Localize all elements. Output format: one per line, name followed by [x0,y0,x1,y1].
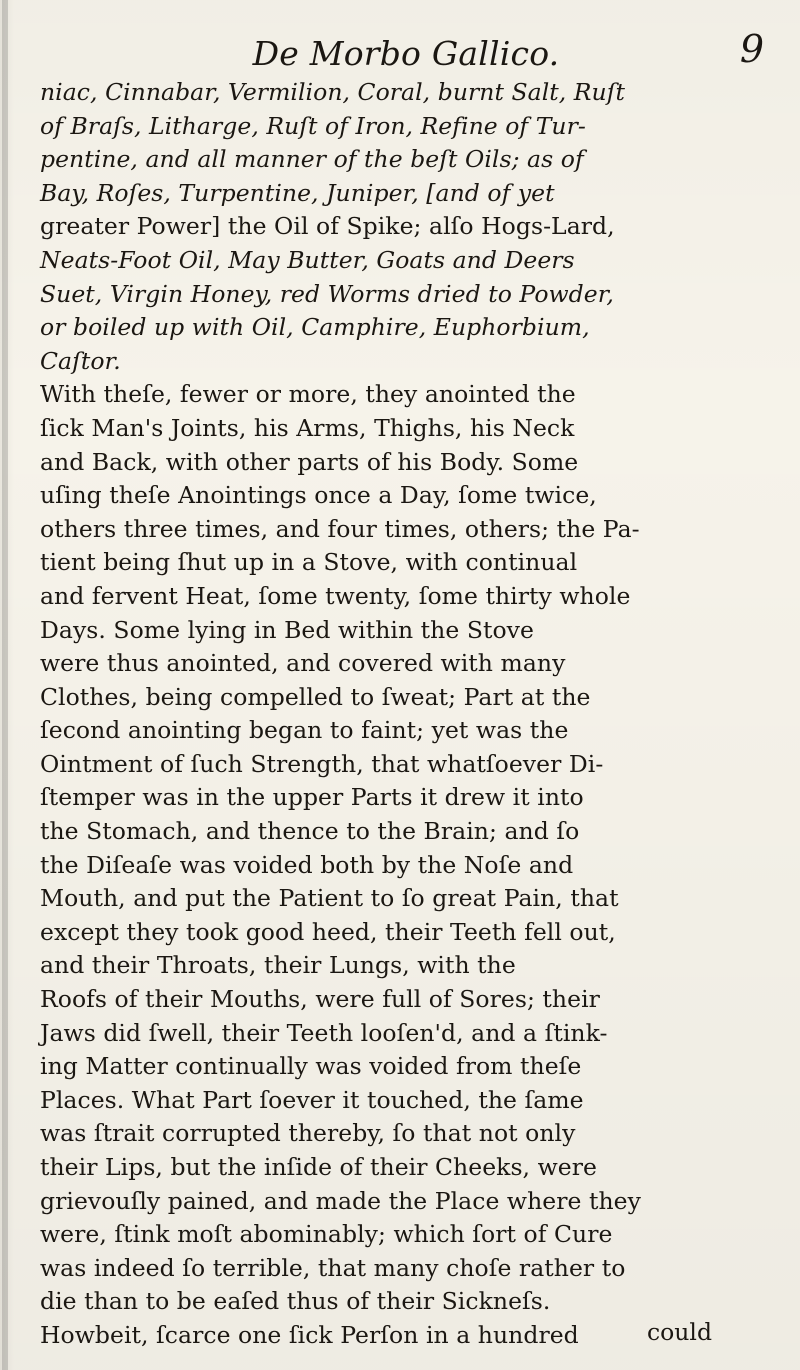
text-line: and fervent Heat, ſome twenty, ſome thirty whole [40,581,631,610]
text-line: Clothes, being compelled to ſweat; Part at the [40,682,591,711]
text-line: was indeed ſo terrible, that many choſe rather to [40,1253,626,1282]
text-line: Howbeit, ſcarce one ſick Perſon in a hundred [40,1320,579,1349]
text-line: Places. What Part ſoever it touched, the ſame [40,1085,584,1114]
text-line: were, ſtink moſt abominably; which ſort of Cure [40,1220,613,1249]
text-line: ing Matter continually was voided from theſe [40,1052,582,1081]
text-line: their Lips, but the inſide of their Cheeks, were [40,1153,597,1181]
text-line: Ointment of ſuch Strength, that whatſoever Di- [40,749,604,778]
text-line: of Braſs, Litharge, Ruſt of Iron, Refine of Tur- [40,111,586,140]
text-line: greater Power] the Oil of Spike; alſo Hogs-Lard, [40,212,615,241]
running-title: De Morbo Gallico. [252,34,560,73]
text-line: Mouth, and put the Patient to ſo great Pain, that [40,884,619,913]
text-line: tient being ſhut up in a Stove, with continual [40,548,578,577]
text-line: pentine, and all manner of the beſt Oils; as of [40,145,584,174]
catchword: could [646,1318,712,1346]
text-line: was ſtrait corrupted thereby, ſo that not only [40,1119,576,1148]
page-header [40,24,772,84]
text-line: were thus anointed, and covered with many [40,649,566,678]
text-line: Days. Some lying in Bed within the Stove [40,615,534,644]
text-line: Jaws did ſwell, their Teeth looſen'd, and a ſtink- [40,1018,608,1047]
text-line: or boiled up with Oil, Camphire, Euphorbium, [40,313,590,342]
text-line: ſtemper was in the upper Parts it drew it into [40,783,584,812]
text-line: niac, Cinnabar, Vermilion, Coral, burnt Salt, Ruſt [40,78,625,106]
text-line: Roofs of their Mouths, were full of Sores; their [40,985,600,1014]
text-line: die than to be eaſed thus of their Sickneſs. [40,1287,551,1316]
text-line: Caſtor. [40,346,121,375]
text-line: others three times, and four times, others; the Pa- [40,514,640,543]
page-number: 9 [739,27,764,71]
text-line: and their Throats, their Lungs, with the [40,951,516,980]
text-line: the Diſeaſe was voided both by the Noſe and [40,850,574,879]
text-line: With theſe, fewer or more, they anointed the [40,380,576,409]
text-line: Suet, Virgin Honey, red Worms dried to Powder, [40,279,614,308]
text-line: ſecond anointing began to faint; yet was the [40,716,569,745]
body-text [40,76,770,1353]
text-line: ſick Man's Joints, his Arms, Thighs, his Neck [40,413,575,442]
text-line: Bay, Roſes, Turpentine, Juniper, [and of yet [40,178,555,207]
gutter-shadow [2,0,8,1370]
text-line: grievouſly pained, and made the Place where they [40,1186,641,1215]
text-line: Neats-Foot Oil, May Butter, Goats and Deers [40,245,575,274]
text-line: and Back, with other parts of his Body. Some [40,447,579,476]
text-line: the Stomach, and thence to the Brain; and ſo [40,817,580,846]
text-line: uſing theſe Anointings once a Day, ſome twice, [40,481,597,510]
text-line: except they took good heed, their Teeth fell out, [40,917,616,946]
